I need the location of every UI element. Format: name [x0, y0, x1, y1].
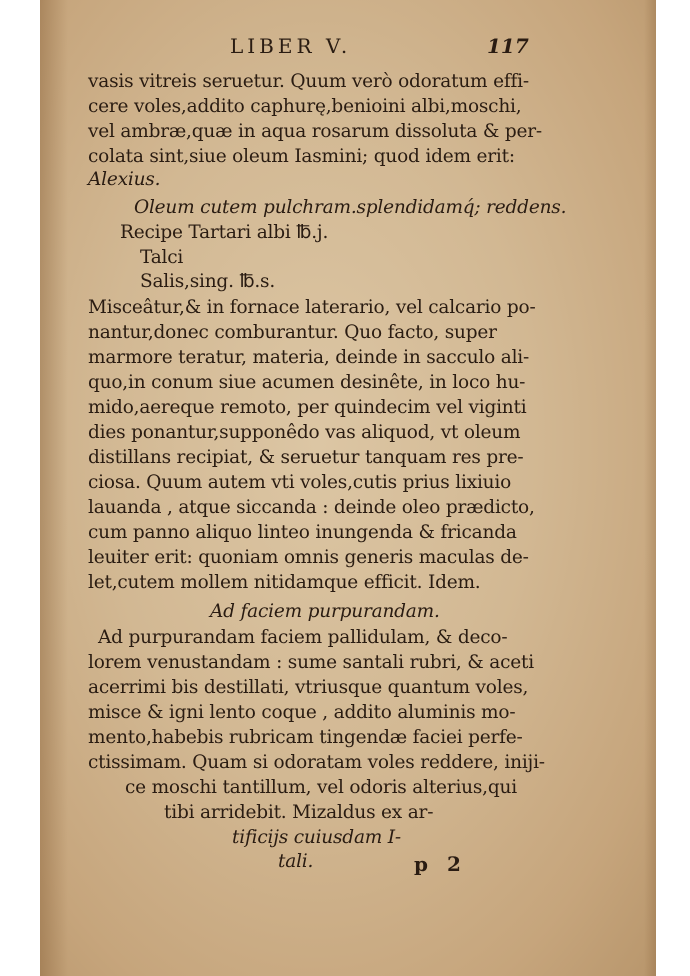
signature-mark: p 2: [414, 852, 467, 876]
text-line: Misceâtur,& in fornace laterario, vel calcario po-: [88, 297, 536, 318]
text-line: misce & igni lento coque , addito aluminis mo-: [88, 702, 516, 723]
text-line: quo,in conum siue acumen desinête, in loco hu-: [88, 372, 526, 393]
book-page: [40, 0, 656, 976]
text-line: nantur,donec comburantur. Quo facto, super: [88, 322, 497, 343]
attribution: Alexius.: [88, 169, 161, 190]
text-line: lauanda , atque siccanda : deinde oleo prædicto,: [88, 497, 535, 518]
page-number: 117: [487, 34, 529, 58]
text-line: tibi arridebit. Mizaldus ex ar-: [164, 802, 434, 823]
text-line: cere voles,addito caphurę,benioini albi,moschi,: [88, 96, 522, 117]
text-line: leuiter erit: quoniam omnis generis maculas de-: [88, 547, 529, 568]
text-line: vel ambræ,quæ in aqua rosarum dissoluta & per-: [88, 121, 542, 142]
recipe-heading: Oleum cutem pulchram.splendidamq́; reddens.: [134, 197, 567, 218]
text-line: ctissimam. Quam si odoratam voles reddere, iniji-: [88, 752, 545, 773]
text-line: tificijs cuiusdam I-: [232, 827, 401, 848]
text-line: dies ponantur,supponêdo vas aliquod, vt oleum: [88, 422, 521, 443]
text-line: acerrimi bis destillati, vtriusque quantum voles,: [88, 677, 529, 698]
text-line: ce moschi tantillum, vel odoris alterius,qui: [125, 777, 517, 798]
text-line: Salis,sing. ℔.s.: [140, 271, 276, 292]
text-line: let,cutem mollem nitidamque efficit. Idem.: [88, 572, 481, 593]
text-line: vasis vitreis seruetur. Quum verò odoratum effi-: [88, 71, 529, 92]
text-line: ciosa. Quum autem vti voles,cutis prius lixiuio: [88, 472, 512, 493]
text-line: tali.: [278, 851, 314, 872]
page-text: [40, 0, 656, 976]
text-line: cum panno aliquo linteo inungenda & fricanda: [88, 522, 517, 543]
running-head: LIBER V.: [230, 34, 352, 58]
text-line: distillans recipiat, & seruetur tanquam res pre-: [88, 447, 524, 468]
recipe-heading: Ad faciem purpurandam.: [210, 601, 440, 622]
text-line: Recipe Tartari albi ℔.j.: [120, 222, 329, 243]
text-line: marmore teratur, materia, deinde in sacculo ali-: [88, 347, 530, 368]
text-line: Talci: [140, 247, 184, 268]
text-line: colata sint,siue oleum Iasmini; quod idem erit:: [88, 146, 515, 167]
text-line: mido,aereque remoto, per quindecim vel viginti: [88, 397, 527, 418]
text-line: Ad purpurandam faciem pallidulam, & deco-: [98, 627, 508, 648]
text-line: lorem venustandam : sume santali rubri, & aceti: [88, 652, 534, 673]
text-line: mento,habebis rubricam tingendæ faciei perfe-: [88, 727, 523, 748]
